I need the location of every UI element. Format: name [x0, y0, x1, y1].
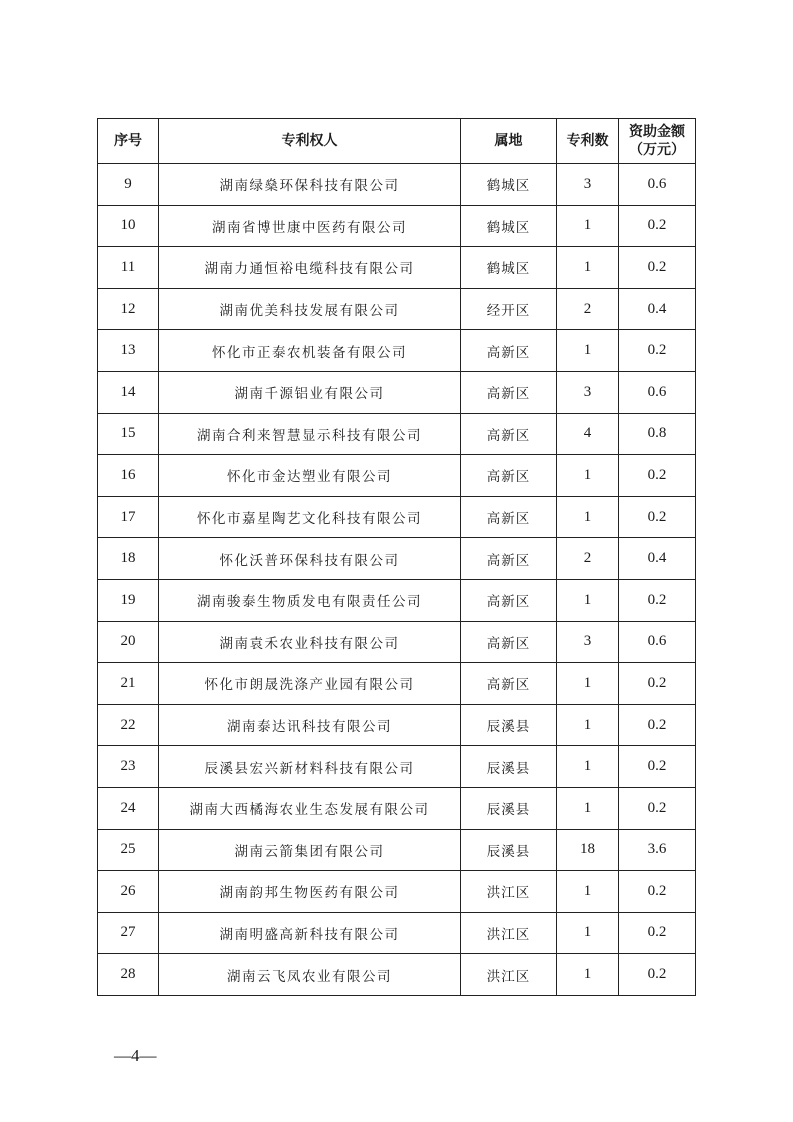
row-region: 洪江区 — [461, 871, 557, 913]
row-count: 3 — [557, 371, 619, 413]
table-row — [98, 746, 696, 788]
table-row — [98, 496, 696, 538]
row-region: 辰溪县 — [461, 787, 557, 829]
row-index: 9 — [98, 164, 159, 206]
table-row — [98, 247, 696, 289]
row-index: 20 — [98, 621, 159, 663]
table-header-row — [98, 119, 696, 164]
table-row — [98, 579, 696, 621]
row-region: 洪江区 — [461, 912, 557, 954]
header-region: 属地 — [461, 119, 557, 164]
row-count: 1 — [557, 205, 619, 247]
row-region: 辰溪县 — [461, 746, 557, 788]
row-owner: 湖南袁禾农业科技有限公司 — [159, 621, 461, 663]
table-row — [98, 205, 696, 247]
row-owner: 湖南省博世康中医药有限公司 — [159, 205, 461, 247]
row-region: 辰溪县 — [461, 704, 557, 746]
row-count: 1 — [557, 787, 619, 829]
table-row — [98, 164, 696, 206]
row-owner: 怀化市金达塑业有限公司 — [159, 455, 461, 497]
row-owner: 湖南骏泰生物质发电有限责任公司 — [159, 579, 461, 621]
header-amount-line1: 资助金额 — [629, 124, 685, 140]
row-region: 鹤城区 — [461, 164, 557, 206]
row-count: 1 — [557, 455, 619, 497]
row-count: 1 — [557, 954, 619, 996]
table-row — [98, 663, 696, 705]
row-region: 高新区 — [461, 538, 557, 580]
row-index: 28 — [98, 954, 159, 996]
row-owner: 怀化沃普环保科技有限公司 — [159, 538, 461, 580]
row-region: 鹤城区 — [461, 205, 557, 247]
table-row — [98, 413, 696, 455]
row-region: 洪江区 — [461, 954, 557, 996]
row-count: 1 — [557, 330, 619, 372]
patent-funding-table — [97, 118, 696, 996]
row-region: 高新区 — [461, 496, 557, 538]
row-owner: 湖南绿燊环保科技有限公司 — [159, 164, 461, 206]
header-index: 序号 — [98, 119, 159, 164]
row-amount: 0.2 — [619, 205, 696, 247]
row-count: 1 — [557, 247, 619, 289]
row-index: 22 — [98, 704, 159, 746]
table-row — [98, 787, 696, 829]
table-row — [98, 455, 696, 497]
row-amount: 0.4 — [619, 288, 696, 330]
header-count: 专利数 — [557, 119, 619, 164]
row-count: 1 — [557, 704, 619, 746]
row-amount: 0.8 — [619, 413, 696, 455]
row-owner: 湖南云箭集团有限公司 — [159, 829, 461, 871]
header-owner: 专利权人 — [159, 119, 461, 164]
table-row — [98, 371, 696, 413]
row-amount: 0.2 — [619, 746, 696, 788]
row-count: 3 — [557, 621, 619, 663]
row-index: 11 — [98, 247, 159, 289]
row-owner: 湖南大西橘海农业生态发展有限公司 — [159, 787, 461, 829]
header-amount — [619, 119, 696, 164]
table-row — [98, 288, 696, 330]
row-owner: 湖南韵邦生物医药有限公司 — [159, 871, 461, 913]
row-amount: 0.2 — [619, 954, 696, 996]
row-owner: 湖南优美科技发展有限公司 — [159, 288, 461, 330]
row-owner: 湖南云飞凤农业有限公司 — [159, 954, 461, 996]
row-count: 1 — [557, 912, 619, 954]
row-owner: 湖南明盛高新科技有限公司 — [159, 912, 461, 954]
row-index: 18 — [98, 538, 159, 580]
table-row — [98, 538, 696, 580]
row-amount: 0.6 — [619, 164, 696, 206]
row-region: 高新区 — [461, 330, 557, 372]
row-amount: 0.6 — [619, 621, 696, 663]
row-region: 高新区 — [461, 579, 557, 621]
row-index: 21 — [98, 663, 159, 705]
row-count: 1 — [557, 663, 619, 705]
row-index: 19 — [98, 579, 159, 621]
row-count: 1 — [557, 746, 619, 788]
row-index: 23 — [98, 746, 159, 788]
row-index: 16 — [98, 455, 159, 497]
row-count: 1 — [557, 579, 619, 621]
row-owner: 湖南力通恒裕电缆科技有限公司 — [159, 247, 461, 289]
header-amount-line2: （万元） — [629, 142, 685, 158]
row-amount: 0.2 — [619, 663, 696, 705]
row-count: 4 — [557, 413, 619, 455]
row-count: 2 — [557, 288, 619, 330]
row-amount: 0.2 — [619, 455, 696, 497]
row-amount: 3.6 — [619, 829, 696, 871]
table-row — [98, 704, 696, 746]
row-amount: 0.2 — [619, 912, 696, 954]
row-region: 鹤城区 — [461, 247, 557, 289]
row-index: 26 — [98, 871, 159, 913]
row-amount: 0.2 — [619, 496, 696, 538]
table-row — [98, 871, 696, 913]
row-count: 18 — [557, 829, 619, 871]
row-amount: 0.2 — [619, 247, 696, 289]
row-index: 15 — [98, 413, 159, 455]
row-region: 高新区 — [461, 455, 557, 497]
row-amount: 0.2 — [619, 330, 696, 372]
row-owner: 怀化市嘉星陶艺文化科技有限公司 — [159, 496, 461, 538]
table-row — [98, 829, 696, 871]
row-amount: 0.2 — [619, 704, 696, 746]
row-owner: 湖南千源铝业有限公司 — [159, 371, 461, 413]
page-number: —4— — [114, 1046, 157, 1065]
row-index: 24 — [98, 787, 159, 829]
row-index: 14 — [98, 371, 159, 413]
row-owner: 辰溪县宏兴新材料科技有限公司 — [159, 746, 461, 788]
row-owner: 怀化市朗晟洗涤产业园有限公司 — [159, 663, 461, 705]
row-index: 17 — [98, 496, 159, 538]
row-amount: 0.2 — [619, 579, 696, 621]
table-row — [98, 330, 696, 372]
row-index: 12 — [98, 288, 159, 330]
row-region: 高新区 — [461, 413, 557, 455]
row-region: 经开区 — [461, 288, 557, 330]
row-index: 25 — [98, 829, 159, 871]
row-amount: 0.6 — [619, 371, 696, 413]
table-row — [98, 954, 696, 996]
row-region: 高新区 — [461, 663, 557, 705]
table-row — [98, 621, 696, 663]
row-count: 1 — [557, 871, 619, 913]
row-region: 高新区 — [461, 621, 557, 663]
row-amount: 0.4 — [619, 538, 696, 580]
row-region: 辰溪县 — [461, 829, 557, 871]
row-index: 10 — [98, 205, 159, 247]
row-amount: 0.2 — [619, 871, 696, 913]
row-index: 27 — [98, 912, 159, 954]
row-index: 13 — [98, 330, 159, 372]
row-count: 1 — [557, 496, 619, 538]
row-region: 高新区 — [461, 371, 557, 413]
table-row — [98, 912, 696, 954]
row-count: 2 — [557, 538, 619, 580]
row-count: 3 — [557, 164, 619, 206]
row-amount: 0.2 — [619, 787, 696, 829]
row-owner: 怀化市正泰农机装备有限公司 — [159, 330, 461, 372]
row-owner: 湖南合利来智慧显示科技有限公司 — [159, 413, 461, 455]
table-body — [98, 164, 696, 996]
row-owner: 湖南泰达讯科技有限公司 — [159, 704, 461, 746]
